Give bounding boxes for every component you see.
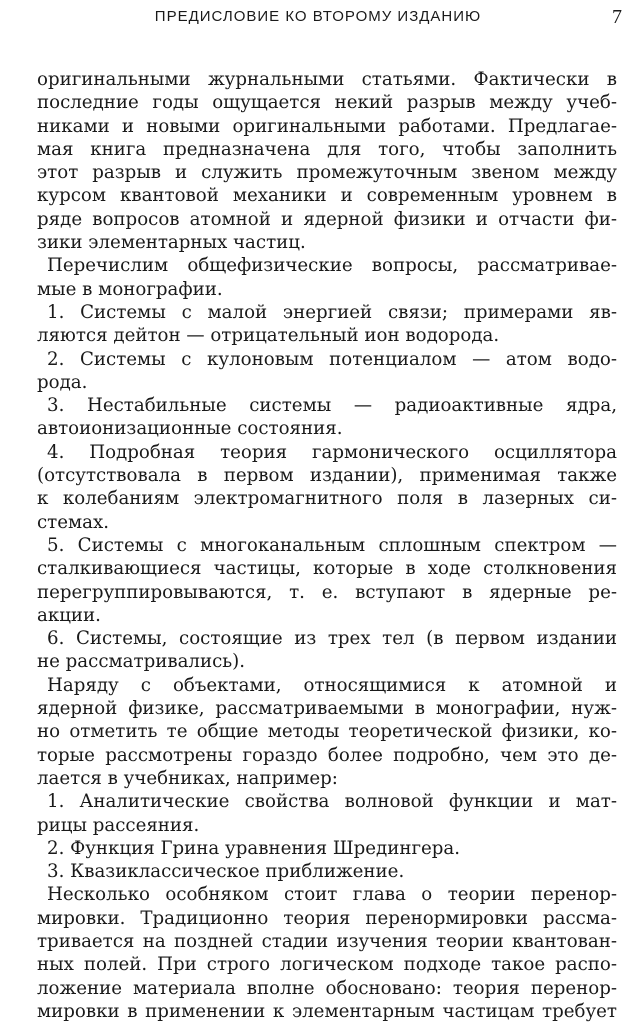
page-number: 7 — [612, 6, 622, 28]
text-line: сталкивающиеся частицы, которые в ходе столкновения — [37, 558, 617, 580]
text-line: не рассматривались). — [37, 651, 246, 673]
running-title: ПРЕДИСЛОВИЕ КО ВТОРОМУ ИЗДАНИЮ — [154, 8, 482, 25]
text-line: ляются дейтон — отрицательный ион водорода. — [37, 325, 500, 347]
text-line: 3. Квазиклассическое приближение. — [47, 861, 405, 883]
text-line: мые в монографии. — [37, 278, 223, 300]
text-line: оригинальными журнальными статьями. Фактически в — [37, 69, 617, 90]
text-line: акции. — [37, 604, 101, 626]
text-line: ных полей. При строго логическом подходе такое распо- — [37, 954, 617, 976]
text-line: 4. Подробная теория гармонического осциллятора — [47, 441, 617, 463]
text-line: к колебаниям электромагнитного поля в лазерных си- — [37, 488, 617, 510]
text-line: тривается на поздней стадии изучения теории квантован- — [37, 930, 617, 952]
text-line: мая книга предназначена для того, чтобы заполнить — [37, 138, 617, 160]
text-line: ложение материала вполне обосновано: теория перенор- — [37, 977, 617, 999]
text-line: автоионизационные состояния. — [37, 418, 343, 440]
text-line: 6. Системы, состоящие из трех тел (в первом издании — [47, 628, 617, 650]
text-line: (отсутствовала в первом издании), применимая также — [37, 465, 617, 487]
body-text — [37, 68, 617, 1023]
text-line: рицы рассеяния. — [37, 814, 200, 836]
text-line: лается в учебниках, например: — [37, 767, 338, 789]
text-line: 5. Системы с многоканальным сплошным спектром — — [47, 534, 617, 556]
text-line: 3. Нестабильные системы — радиоактивные ядра, — [47, 395, 617, 417]
text-line: 2. Функция Грина уравнения Шредингера. — [47, 837, 461, 859]
text-line: стемах. — [37, 511, 110, 533]
text-line: Перечислим общефизические вопросы, рассматривае- — [47, 255, 617, 277]
text-line: 1. Аналитические свойства волновой функции и мат- — [47, 791, 617, 813]
text-line: 1. Системы с малой энергией связи; примерами яв- — [47, 301, 617, 323]
text-line: перегруппировываются, т. е. вступают в ядерные ре- — [37, 581, 617, 603]
text-line: Несколько особняком стоит глава о теории перенор- — [47, 884, 617, 906]
text-line: 2. Системы с кулоновым потенциалом — атом водо- — [47, 348, 617, 370]
text-line: мировки в применении к элементарным частицам требует — [37, 1000, 617, 1022]
text-line: Наряду с объектами, относящимися к атомной и — [47, 674, 617, 696]
text-line: рода. — [37, 371, 88, 393]
text-line: мировки. Традиционно теория перенормировки рассма- — [37, 907, 617, 929]
text-line: последние годы ощущается некий разрыв между учеб- — [37, 92, 617, 114]
page-header — [0, 6, 636, 28]
text-line: никами и новыми оригинальными работами. Предлагае- — [37, 115, 617, 137]
text-line: зики элементарных частиц. — [37, 232, 306, 254]
text-line: ряде вопросов атомной и ядерной физики и отчасти фи- — [37, 208, 617, 230]
text-line: но отметить те общие методы теоретической физики, ко- — [37, 721, 617, 743]
text-line: торые рассмотрены гораздо более подробно, чем это де- — [37, 744, 617, 766]
text-line: ядерной физике, рассматриваемыми в монографии, нуж- — [37, 698, 617, 720]
text-line: этот разрыв и служить промежуточным звеном между — [37, 162, 617, 184]
text-line: курсом квантовой механики и современным уровнем в — [37, 185, 617, 207]
